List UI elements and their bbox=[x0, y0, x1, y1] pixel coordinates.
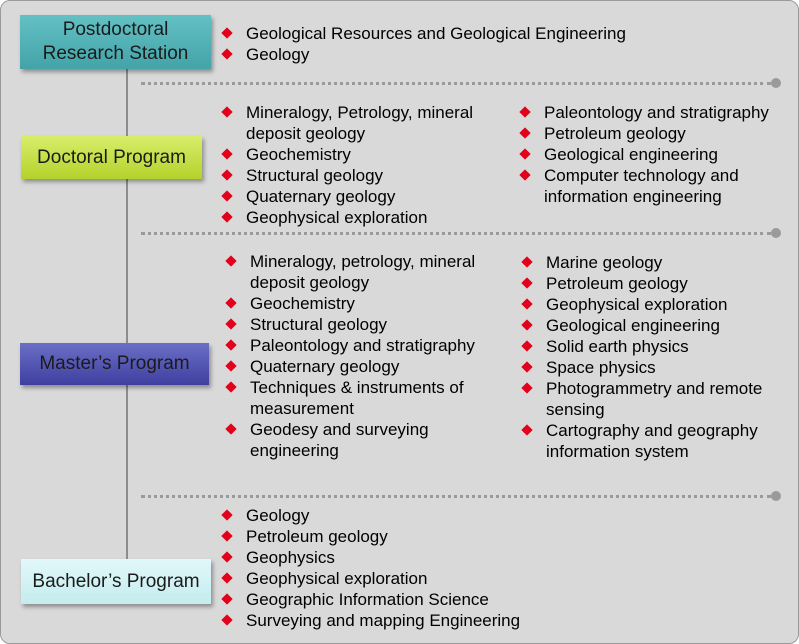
subject-item bbox=[521, 294, 783, 315]
doctoral-subject-list-right bbox=[519, 102, 794, 207]
diamond-bullet-icon bbox=[221, 593, 232, 604]
subject-item bbox=[225, 335, 491, 356]
subject-label: Geological engineering bbox=[544, 145, 718, 164]
subject-label: Techniques & instruments of measurement bbox=[250, 378, 464, 418]
subject-item bbox=[221, 505, 641, 526]
subject-label: Mineralogy, petrology, mineral deposit geology bbox=[250, 252, 476, 292]
subject-item bbox=[521, 378, 783, 420]
diamond-bullet-icon bbox=[225, 318, 236, 329]
diamond-bullet-icon bbox=[519, 148, 530, 159]
subject-item bbox=[225, 293, 491, 314]
subject-item bbox=[519, 144, 794, 165]
diamond-bullet-icon bbox=[225, 381, 236, 392]
subject-item bbox=[221, 207, 491, 228]
diamond-bullet-icon bbox=[221, 509, 232, 520]
subject-label: Paleontology and stratigraphy bbox=[250, 336, 475, 355]
doctoral-subject-list-left bbox=[221, 102, 491, 228]
diamond-bullet-icon bbox=[221, 572, 232, 583]
subject-label: Computer technology and information engineering bbox=[544, 166, 739, 206]
subject-item bbox=[225, 251, 491, 293]
subject-label: Petroleum geology bbox=[246, 527, 388, 546]
separator-doctoral-master bbox=[141, 227, 781, 239]
postdoc-label-line1: Postdoctoral bbox=[62, 19, 169, 40]
subject-label: Petroleum geology bbox=[544, 124, 686, 143]
subject-item bbox=[521, 336, 783, 357]
subject-label: Surveying and mapping Engineering bbox=[246, 611, 521, 630]
diamond-bullet-icon bbox=[521, 277, 532, 288]
subject-item bbox=[221, 165, 491, 186]
doctoral-label: Doctoral Program bbox=[37, 146, 186, 168]
subject-label: Geological engineering bbox=[546, 316, 720, 335]
bachelor-label: Bachelor’s Program bbox=[32, 570, 200, 592]
separator-master-bachelor bbox=[141, 490, 781, 502]
subject-label: Structural geology bbox=[246, 166, 384, 185]
subject-item bbox=[225, 377, 491, 419]
subject-label: Solid earth physics bbox=[546, 337, 689, 356]
diamond-bullet-icon bbox=[225, 423, 236, 434]
postdoc-subject-list bbox=[221, 23, 721, 65]
diamond-bullet-icon bbox=[519, 127, 530, 138]
subject-item bbox=[221, 144, 491, 165]
subject-label: Petroleum geology bbox=[546, 274, 688, 293]
subject-item bbox=[221, 186, 491, 207]
diamond-bullet-icon bbox=[519, 106, 530, 117]
subject-item bbox=[221, 526, 641, 547]
diamond-bullet-icon bbox=[221, 169, 232, 180]
subject-label: Quaternary geology bbox=[250, 357, 400, 376]
master-program-box bbox=[20, 343, 209, 385]
bachelor-subject-list bbox=[221, 505, 641, 631]
subject-item bbox=[521, 315, 783, 336]
subject-item bbox=[225, 419, 491, 461]
subject-label: Geographic Information Science bbox=[246, 590, 489, 609]
subject-label: Quaternary geology bbox=[246, 187, 396, 206]
subject-label: Geodesy and surveying engineering bbox=[250, 420, 429, 460]
subject-label: Geophysical exploration bbox=[546, 295, 728, 314]
subject-item bbox=[519, 102, 794, 123]
diamond-bullet-icon bbox=[521, 424, 532, 435]
subject-label: Space physics bbox=[546, 358, 656, 377]
diamond-bullet-icon bbox=[521, 340, 532, 351]
subject-label: Geochemistry bbox=[250, 294, 355, 313]
subject-label: Geology bbox=[246, 45, 310, 64]
diamond-bullet-icon bbox=[225, 339, 236, 350]
postdoctoral-station-box bbox=[20, 15, 211, 69]
subject-label: Geochemistry bbox=[246, 145, 351, 164]
subject-item bbox=[221, 610, 641, 631]
subject-label: Paleontology and stratigraphy bbox=[544, 103, 769, 122]
subject-label: Geophysical exploration bbox=[246, 569, 428, 588]
diamond-bullet-icon bbox=[225, 360, 236, 371]
diamond-bullet-icon bbox=[221, 530, 232, 541]
subject-item bbox=[221, 589, 641, 610]
diamond-bullet-icon bbox=[221, 211, 232, 222]
subject-item bbox=[221, 23, 721, 44]
subject-item bbox=[221, 44, 721, 65]
subject-label: Geophysics bbox=[246, 548, 335, 567]
diamond-bullet-icon bbox=[225, 297, 236, 308]
subject-item bbox=[225, 356, 491, 377]
separator-postdoc-doctoral bbox=[141, 77, 781, 89]
diamond-bullet-icon bbox=[221, 148, 232, 159]
doctoral-program-box bbox=[21, 136, 202, 179]
subject-label: Geophysical exploration bbox=[246, 208, 428, 227]
subject-label: Mineralogy, Petrology, mineral deposit geology bbox=[246, 103, 474, 143]
diamond-bullet-icon bbox=[519, 169, 530, 180]
bachelor-program-box bbox=[21, 559, 211, 604]
subject-label: Geological Resources and Geological Engineering bbox=[246, 24, 626, 43]
subject-item bbox=[521, 357, 783, 378]
master-subject-list-right bbox=[521, 252, 783, 462]
separator-end-dot bbox=[771, 491, 781, 501]
subject-item bbox=[521, 420, 783, 462]
diamond-bullet-icon bbox=[221, 614, 232, 625]
separator-end-dot bbox=[771, 78, 781, 88]
separator-end-dot bbox=[771, 228, 781, 238]
diamond-bullet-icon bbox=[521, 382, 532, 393]
subject-item bbox=[225, 314, 491, 335]
subject-item bbox=[521, 273, 783, 294]
subject-label: Structural geology bbox=[250, 315, 388, 334]
diamond-bullet-icon bbox=[225, 255, 236, 266]
subject-label: Marine geology bbox=[546, 253, 663, 272]
diamond-bullet-icon bbox=[221, 106, 232, 117]
master-label: Master’s Program bbox=[39, 353, 190, 374]
diamond-bullet-icon bbox=[521, 361, 532, 372]
subject-label: Photogrammetry and remote sensing bbox=[546, 379, 763, 419]
subject-item bbox=[519, 123, 794, 144]
subject-item bbox=[221, 568, 641, 589]
subject-item bbox=[221, 547, 641, 568]
diamond-bullet-icon bbox=[221, 48, 232, 59]
subject-item bbox=[519, 165, 794, 207]
postdoc-label-line2: Research Station bbox=[42, 43, 189, 64]
diamond-bullet-icon bbox=[521, 298, 532, 309]
diamond-bullet-icon bbox=[221, 27, 232, 38]
diamond-bullet-icon bbox=[521, 256, 532, 267]
diamond-bullet-icon bbox=[221, 551, 232, 562]
subject-label: Cartography and geography information system bbox=[546, 421, 758, 461]
diamond-bullet-icon bbox=[521, 319, 532, 330]
subject-item bbox=[521, 252, 783, 273]
diamond-bullet-icon bbox=[221, 190, 232, 201]
subject-label: Geology bbox=[246, 506, 310, 525]
subject-item bbox=[221, 102, 491, 144]
master-subject-list-left bbox=[225, 251, 491, 461]
